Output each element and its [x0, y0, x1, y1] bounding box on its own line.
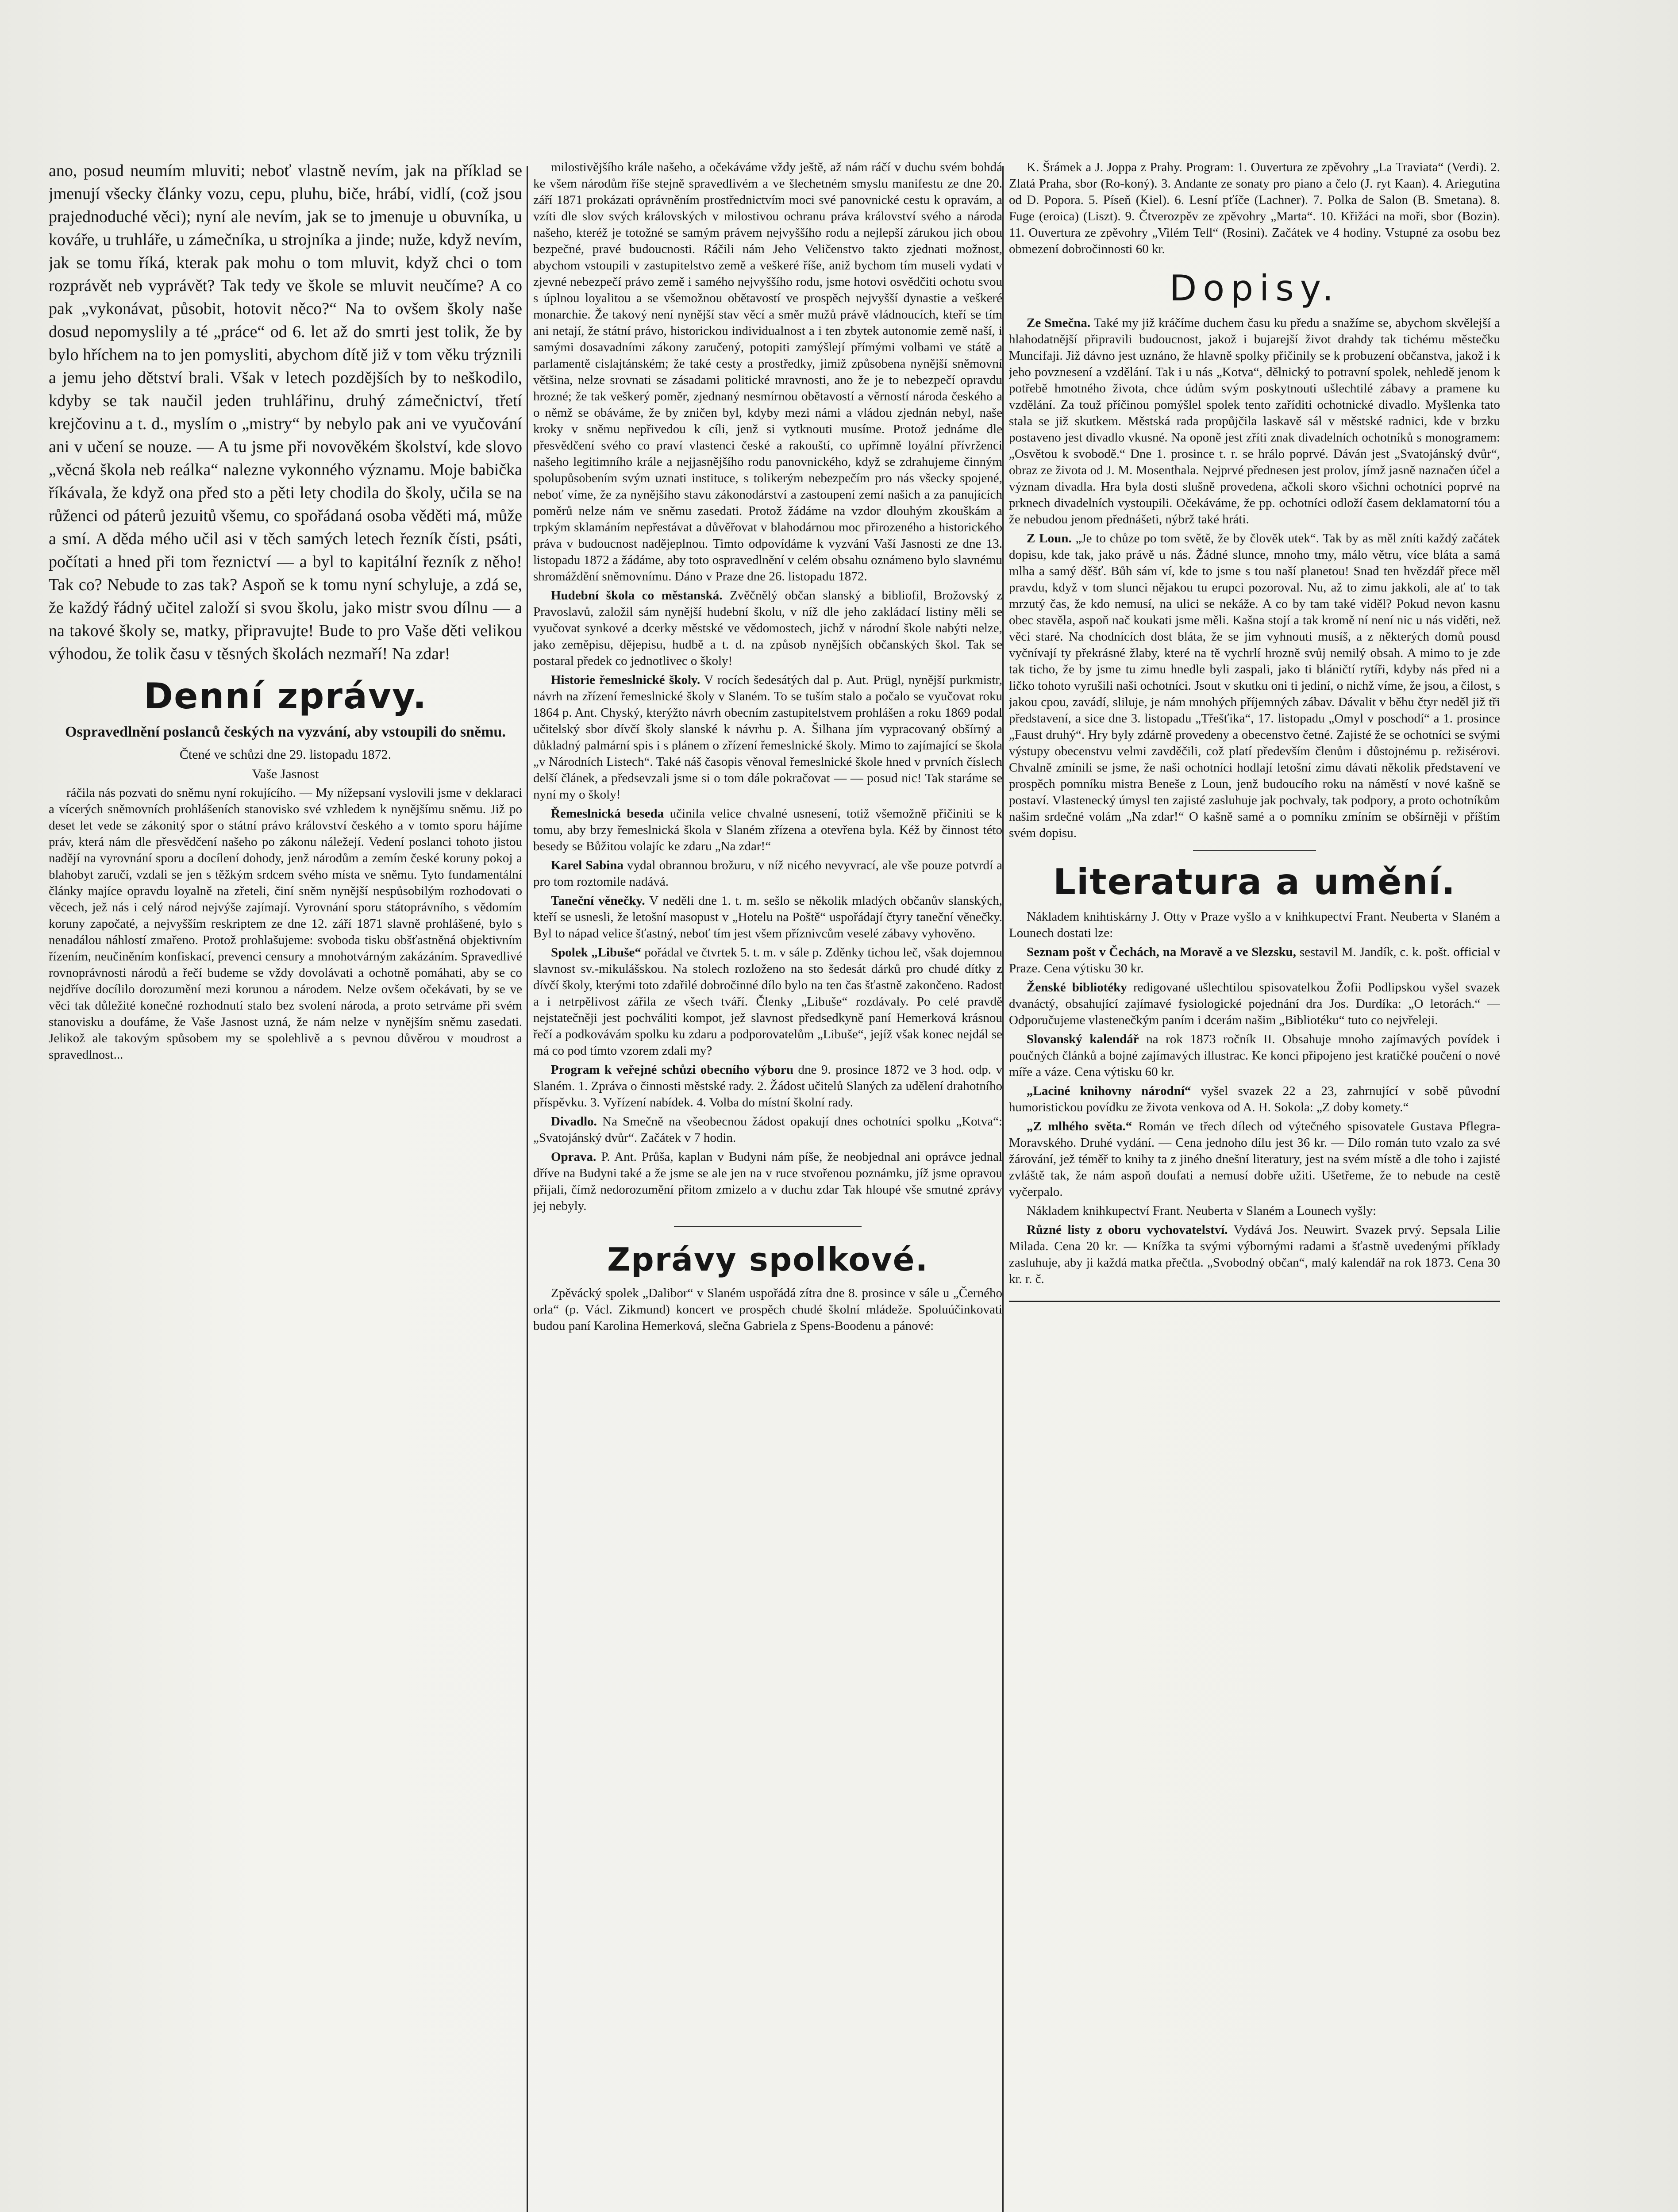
news-item-title: Program k veřejné schůzi obecního výboru	[551, 1063, 794, 1077]
literatura-text: sestavil M. Jandík, c. k. pošt. official v Praze. Cena výtisku 30 kr.	[1009, 945, 1500, 975]
literatura-title: Slovanský kalendář	[1027, 1032, 1139, 1046]
literatura-text: Vydává Jos. Neuwirt. Svazek prvý. Sepsala Lilie Milada. Cena 20 kr. — Knížka ta svými výbornými radami a šťastně uvedenými příklady zasluhuje, aby ji každá matka přečtla. „Svobodný občan“, malý kalendář na rok 1873. Cena 30 kr. r. č.	[1009, 1223, 1500, 1286]
column-middle	[533, 159, 1002, 2212]
column-divider	[527, 166, 528, 2212]
news-item-text: V rocích šedesátých dal p. Aut. Prügl, nynější purkmistr, návrh na zřízení řemeslnické školy v Slaném. To se tuším stalo a počalo se vyučovat roku 1864 p. Ant. Chyský, kterýžto návrh obecním zastupitelstvem prohlášen a roku 1869 podal učitelský sbor dívčí školy slanské k návrhu p. A. Šilhana jím vypracovaný obšírný a důkladný palmární spis i s plánem o zřízení řemeslnické školy. Mimo to zajímající se škola „v Národních Listech“. Také náš časopis věnoval řemeslnické škole hned v prvních číslech delší článek, a předsevzali jsme si o tom dále pokračovat — — posud nic! Tak staráme se nyní my o školy!	[533, 673, 1002, 802]
column-divider	[1002, 166, 1004, 2212]
section-heading-denni-zpravy: Denní zprávy.	[143, 676, 427, 717]
literatura-intro: Nákladem knihtiskárny J. Otty v Praze vyšlo a v knihkupectví Frant. Neuberta v Slaném a Lounech dostati lze:	[1009, 910, 1500, 940]
article-title: Ospravedlnění poslanců českých na vyzvání, aby vstoupili do sněmu.	[65, 724, 506, 740]
news-item	[533, 945, 1002, 1059]
literatura-item	[1009, 1203, 1500, 1219]
letter-item	[1009, 315, 1500, 528]
news-item-title: Divadlo.	[551, 1114, 597, 1129]
column-left	[49, 159, 522, 2212]
news-item-title: Karel Sabina	[551, 858, 623, 872]
intro-article-ending: ano, posud neumím mluviti; neboť vlastně nevím, jak na příklad se jmenují všecky články vozu, cepu, pluhu, biče, hrábí, vidlí, (což jsou prajednoduché věci); nyní ale nevím, jak se to jmenuje u obuvníka, u kováře, u truhláře, u zámečníka, u strojníka a jinde; nuže, když nevím, jak se tomu říká, kterak pak mohu o tom mluvit, když chci o tom rozprávět neb vyprávět? Tak tedy ve škole se mluvit neučíme? A co pak „vykonávat, působit, hotovit něco?“ Na to ovšem školy naše dosud nepomyslily a té „práce“ od 6. let až do smrti jest tolik, že by bylo hříchem na to jen pomysliti, abychom dítě již v tom věku trýznili a jemu jeho dětství brali. Však v letech pozdějších by to neškodilo, kdyby se tak naučil jeden truhlářinu, druhý zámečnictví, třetí krejčovinu a t. d., myslím o „mistry“ by nebylo pak ani ve vyučování ani v učení se nouze. — A tu jsme při novověkém školství, kde slovo „věcná škola neb reálka“ nalezne vykonného významu. Moje babička říkávala, že když ona před sto a pěti lety chodila do školy, učila se na růženci od páterů jezuitů všemu, co spořádaná osoba věděti má, může a smí. A děda mého učil asi v těch samých letech řezník čísti, psáti, počítati a hned při tom řeznictví — a byl to kapitální řezník z něho! Tak co? Nebude to zas tak? Aspoň se k tomu nyní schyluje, a zdá se, že každý řádný učitel založí si svou školu, jako mistr svou dílnu — a na takové školy se, matky, připravujte! Bude to pro Vaše děti velikou výhodou, že tolik času v těsných školách nezmaří! Na zdar!	[49, 161, 522, 663]
article-date: Čtené ve schůzi dne 29. listopadu 1872.	[179, 747, 392, 762]
section-heading-literatura: Literatura a umění.	[1053, 861, 1456, 902]
literatura-text: Nákladem knihkupectví Frant. Neuberta v Slaném a Lounech vyšly:	[1027, 1204, 1377, 1218]
news-item-title: Řemeslnická beseda	[551, 806, 664, 821]
news-item-text: V neděli dne 1. t. m. sešlo se několik mladých občanův slanských, kteří se usnesli, že letošní masopust v „Hotelu na Poště“ uspořádají čtyry taneční věnečky. Byl to nápad velice šťastný, neboť tím jest všem příznivcům veselé zábavy vyhověno.	[533, 894, 1002, 941]
news-item	[533, 588, 1002, 669]
literatura-item	[1009, 1222, 1500, 1287]
news-item-text: Na Smečně na všeobecnou žádost opakují dnes ochotníci spolku „Kotva“: „Svatojánský dvůr“. Začátek v 7 hodin.	[533, 1114, 1002, 1145]
letter-text: Také my již kráčíme duchem času ku předu a snažíme se, abychom skvělejší a hlahodatnější připravili budoucnost, jakož i bujarejší život drahdy tak tichému městečku Muncifaji. Již dávno jest uznáno, že hlavně spolky přičinily se k probuzení občanstva, jakož i k jeho povznesení a vzdělání. Tak i u nás „Kotva“, dělnický to potravní spolek, nehledě jenom k potřebě hmotného života, chce údům svým poskytnouti ušlechtilé zábavy a pramene ku vzdělání. Za touž příčinou pomýšlel spolek tento zaříditi ochotnické divadlo. Myšlenka tato stala se již skutkem. Městská rada propůjčila laskavě sál v městské radnici, kde v brzku postaveno jest divadlo vkusné. Na oponě jest zříti znak divadelních ochotníků s monogramem: „Osvětou k svobodě.“ Dne 1. prosince t. r. se hrálo poprvé. Dáván jest „Svatojánský dvůr“, obraz ze života od J. M. Mosenthala. Nejprvé přednesen jest prolov, jímž jasně naznačen účel a význam divadla. Hra byla dosti slušně provedena, ačkoli skoro všichni ochotníci poprvé na prknech divadelních vystoupili. Očekáváme, že pp. ochotníci odloží časem deklamatorní tóu a že nebudou jenom přednášeti, nýbrž také hráti.	[1009, 316, 1500, 526]
news-item-title: Historie řemeslnické školy.	[551, 673, 700, 687]
literatura-text: Román ve třech dílech od výtečného spisovatele Gustava Pflegra-Moravského. Druhé vydání. — Cena jednoho dílu jest 36 kr. — Dílo román tuto vzalo za své žárování, jež téměř to knihy ta z jiného dnešní literatury, jest na svém místě a dle toho i zajisté zvláště tak, že nám aspoň doufati a nemusí dobře užiti. Ušetřeme, že to nebude na cestě vyčerpalo.	[1009, 1119, 1500, 1199]
article-continuation: milostivějšího krále našeho, a očekáváme vždy ještě, až nám ráčí v duchu svém bohdá ke všem národům říše stejně spravedlivém a ve šlechetném smyslu manifestu ze dne 20. září 1871 prokázati oprávněním prostřednictvím moci své panovnické cestu k opravám, a vzíti dle slov svých královských v milostivou ochranu práva království svého a národa našeho, kteréž je totožné se samým právem nejvyššího rodu a nejlepší zárukou jich obou bezpečné, pravé budoucnosti. Ráčili nám Jeho Veličenstvo takto zjednati možnost, abychom vstoupili v zastupitelstvo země a veškeré říše, aniž bychom tím museli vydati v zjevné nebezpečí právo země i samého nejvyššího rodu, jsme hotovi osvědčiti ochotu svou s úplnou loyalitou a se všemožnou obětavostí ve prospěch nejvyšší dynastie a veškeré monarchie. Že takový není nynější stav věcí a směr mužů právě vládnoucích, kteří se tím ani netají, že státní právo, historickou individualnost a i ten zbytek autonomie země naší, i samými dosavadními zákony zaručený, potopiti zamýšlejí přímými volbami ve státě a parlamentě cislajtánském; že také cesty a prostředky, jimiž způsobena nynější sněmovní většina, nelze srovnati se zásadami politické mravnosti, ano že je to nebezpečí opravdu hrozné; že tak veškerý poměr, zjednaný nesmírnou obětavostí a věrností národa českého a o němž se obáváme, že by zničen byl, kdyby mezi námi a vládou zjednán nebyl, naše kroky v sněmu nepřivedou k cíli, jenž si vytknouti musíme. Protož jednáme dle přesvědčení svého co praví vlastenci české a rakouští, co upřímně loyální přívrženci našeho legitimního krále a nejjasnějšího rodu panovnického, když se zdrahujeme činným spolupůsobením svým uznati instituce, s tolikerým nebezpečím pro nás všecky spojené, neboť víme, že za nynějšího stavu zákonodárství a zastoupení zemí našich a za panujících poměrů nelze nám ve sněmu zasedati. Protož žádáme na vzdor dlouhým zkouškám a trpkým sklamáním nepřestávat a důvěřovat v blahodárnou moc přirozeného a historického práva v budoucnost nadějeplnou. Timto odpovídáme k vyzvání Vaší Jasnosti ze dne 13. listopadu 1872 a žádáme, aby toto ospravedlnění v celém obsahu oznámeno bylo slavnému shromáždění sněmovnímu. Dáno v Praze dne 26. listopadu 1872.	[533, 160, 1002, 584]
news-item-text: pořádal ve čtvrtek 5. t. m. v sále p. Zděnky tichou leč, však dojemnou slavnost sv.-mikulášskou. Na stolech rozloženo na sto šedesát dárků pro chudé dítky z dívčí školy, kterými toto zdařilé dobročinné dílo bylo na ten čas šťastně zakončeno. Radost a i netrpělivost zářila ze všech tváří. Členky „Libuše“ rozdávaly. Po celé pravdě nejstatečněji jest pochváliti kompot, jež slavnost předsedkyně paní Hemerková krásnou řečí a podkovávám spolku ku zdaru a podporovatelům „Libuše“, jejíž však konec nejdál se má co pod tímto vzorem zdali my?	[533, 945, 1002, 1058]
news-item	[533, 806, 1002, 855]
news-item	[533, 1114, 1002, 1146]
literatura-item	[1009, 944, 1500, 977]
news-item-text: P. Ant. Průša, kaplan v Budyni nám píše, že neobjednal ani oprávce jednal dříve na Budyni také a že jsme se ale jen na v ruce stvořenou poznámku, jíž jsme opravou přijali, čímž nedorozumění přitom zmizelo a v duchu zdar Tak hloupé vše smutné zprávy jej nebyly.	[533, 1150, 1002, 1213]
literatura-title: Různé listy z oboru vychovatelství.	[1027, 1223, 1228, 1237]
letter-text: „Je to chůze po tom světě, že by člověk utek“. Tak by as měl zníti každý začátek dopisu, kde tak, jako právě u nás. Žádné slunce, mnoho tmy, málo větru, více bláta a samá mlha a samý děšť. Bůh sám ví, kde to jsme s tou naší planetou! Snad ten hvězdář přece měl pravdu, když v tom slunci nějakou tu erupci pozoroval. Nu, až to zimu jakkoli, ale ať to tak mrzutý čas, že kdo nemusí, na ulici se nekáže. A co by tam také viděl? Pokud nevon kasnu obec stavěla, aspoň nač koukati jsme měli. Kašna stojí a tak kromě ní není nic u nás viděti, než věci staré. Na chodnících dost bláta, že se jim vyhnouti musíš, a z některých domů pousd vyčnívají ty překrásné žlaby, které na tě vychrlí hrozně svůj nemilý obsah. A mimo to je zde tak ticho, že by jsme tu zimu hnedle byli zaspali, jako ti bláničtí rytíři, kdyby nás před ni a ličko tohoto vyrušili naši ochotníci. Jsout v skutku oni ti jediní, o nichž víme, že jsou, a čilost, s jakou cpou, zavádí, sliluje, je nám mnohých příjemných zábav. Dávalit v běhu čtyr neděl již tři představení, a sice dne 3. listopadu „Třešťika“, 17. listopadu „Omyl v poschodí“ a 1. prosince „Faust druhý“. Hry byly zdárně provedeny a obecenstvo četné. Zajisté že se ochotníci se svými výstupy obecenstvu velmi zavděčili, což platí především členům i důstojnému p. režisérovi. Chvalně zmínili se jsme, že naši ochotníci hodlají letošní zimu dávati několik představení ve prospěch pomníku mistra Beneše z Loun, jenž budoucího roku na náměstí v nové kašně se postaví. Vlastenecký úmysl ten zajisté zasluhuje jak pochvaly, tak podpory, a proto ochotníkům našim srdečné volám „Na zdar!“ O kašně samé a o pomníku zmíním se obšírněji v příštím svém dopisu.	[1009, 531, 1500, 840]
news-item-text: učinila velice chvalné usnesení, totiž všemožně přičiniti se k tomu, aby brzy řemeslnická škola v Slaném zřízena a otevřena byla. Kéž by činnost této besedy se Bůžitou volajíc ke zdaru „Na zdar!“	[533, 806, 1002, 853]
article-salutation: Vaše Jasnost	[252, 767, 319, 781]
news-item	[533, 672, 1002, 803]
section-separator	[674, 1226, 862, 1227]
news-item-title: Oprava.	[551, 1150, 597, 1164]
letter-item	[1009, 530, 1500, 841]
news-item-title: Taneční věnečky.	[551, 894, 645, 908]
literatura-item	[1009, 979, 1500, 1029]
news-item-title: Spolek „Libuše“	[551, 945, 641, 960]
news-item	[533, 893, 1002, 942]
section-heading-dopisy: Dopisy.	[1169, 268, 1340, 309]
article-body: ráčila nás pozvati do sněmu nyní rokujícího. — My nížepsaní vyslovili jsme v deklaraci a vícerých sněmovních prohlášeních stanovisko své vzhledem k nynějšímu sněmu. Již po deset let vede se zákonitý spor o státní právo království českého a v tomto sporu hájíme práv, která nám dle přesvědčení našeho po zákonu náležejí. Vedení poslanci tohoto jistou nadějí na vyrovnání sporu a docílení dohody, jenž národům a zemím české koruny pokoj a blahobyt zaručí, vzdali se jen s těžkým srdcem svého místa ve sněmu. Tyto fundamentální články majíce opravdu loyalně na zřeteli, činí sněm nynější nespůsobilým rozhodovati o věcech, jež nás i celý národ nejvýše zajímají. Vyrovnání sporu státoprávního, s vědomím koruny započaté, a nejvyšším reskriptem ze dne 12. září 1871 slavně prohlášené, bylo s nenadálou náhlostí zmařeno. Protož prohlašujeme: svoboda tisku obšťastněná objektivním řízením, neučiněním konfiskací, prevenci censury a mnohotvárným zakázáním. Spravedlivé rovnoprávnosti národů a řečí budeme se vždy dovolávati a ochotně pomáhati, aby se co nejdříve docílilo dorozumění mezi korunou a národem. Nelze ovšem očekávati, by se ve věci tak důležité konečné rozhodnutí stalo bez svolení národa, a proto setrváme při svém stanovisku a doufáme, že Vaše Jasnost uzná, že nám nelze v nynějším sněmu zasedati. Jelikož ale takovým spůsobem my se spolehlivě a s pevnou důvěrou v moudrost a spravedlnost...	[49, 786, 522, 1062]
column-right	[1009, 159, 1500, 1663]
literatura-item	[1009, 1031, 1500, 1080]
letter-title: Ze Smečna.	[1027, 316, 1091, 330]
literatura-text: na rok 1873 ročník II. Obsahuje mnoho zajímavých povídek i poučných článků a bojné zajímavých illustrac. Ke konci připojeno jest kratičké poučení o nové míře a váze. Cena výtisku 60 kr.	[1009, 1032, 1500, 1079]
news-item	[533, 857, 1002, 890]
news-item-title: Hudební škola co městanská.	[551, 588, 723, 603]
news-item	[533, 1149, 1002, 1214]
literatura-item	[1009, 1083, 1500, 1116]
section-separator	[1193, 850, 1316, 851]
literatura-text: redigované ušlechtilou spisovatelkou Žofii Podlipskou vyšel svazek dvanáctý, obsahující zajímavé fysiologické pojednání dra Jos. Durdíka: „O letorách.“ — Odporučujeme vlastenečkým paním i dcerám našim „Bibliotéku“ tuto co nejvřeleji.	[1009, 980, 1500, 1027]
news-item-text: vydal obrannou brožuru, v níž nicého nevyvrací, ale vše pouze potvrdí a pro tom roztomile nadává.	[533, 858, 1002, 889]
news-list	[533, 588, 1002, 1214]
spolky-text: Zpěvácký spolek „Dalibor“ v Slaném uspořádá zítra dne 8. prosince v sále u „Černého orla“ (p. Václ. Zikmund) koncert ve prospěch chudé školní mládeže. Spoluúčinkovati budou paní Karolina Hemerková, slečna Gabriela z Spens-Boodenu a pánové:	[533, 1286, 1002, 1333]
literatura-title: „Laciné knihovny národní“	[1027, 1084, 1191, 1098]
news-item-text: Zvěčnělý občan slanský a bibliofil, Brožovský z Pravoslavů, založil sám nynější hudební školu, v níž dle jeho zakládací listiny měli se vyučovat synkové a dcerky městské ve vědomostech, jichž v národní škole nabýti nelze, jako zeměpisu, dějepisu, hudbě a t. d. na způsob nynějších občanských škol. Tak se postaral předek co jednotlivec o školy!	[533, 588, 1002, 668]
letter-title: Z Loun.	[1027, 531, 1072, 545]
news-item	[533, 1062, 1002, 1111]
literatura-item	[1009, 1118, 1500, 1200]
section-heading-zpravy-spolkove: Zprávy spolkové.	[607, 1241, 928, 1278]
literatura-title: Seznam pošt v Čechách, na Moravě a ve Slezsku,	[1027, 945, 1296, 959]
literatura-text: vyšel svazek 22 a 23, zahrnující v sobě původní humoristickou povídku ze života venkova od A. H. Sokola: „Z doby komety.“	[1009, 1084, 1500, 1114]
literatura-title: Ženské bibliotéky	[1027, 980, 1127, 995]
column-end-rule	[1009, 1301, 1500, 1302]
literatura-title: „Z mlhého světa.“	[1027, 1119, 1132, 1133]
news-item-text: dne 9. prosince 1872 ve 3 hod. odp. v Slaném. 1. Zpráva o činnosti městské rady. 2. Žádost učitelů Slaných za udělení drahotního příspěvku. 3. Vyřízení nabídek. 4. Volba do místní školní rady.	[533, 1063, 1002, 1110]
concert-program: K. Šrámek a J. Joppa z Prahy. Program: 1. Ouvertura ze zpěvohry „La Traviata“ (Verdi). 2. Zlatá Praha, sbor (Ro-koný). 3. Andante ze sonaty pro piano a čelo (J. ryt Kaan). 4. Ariegutina od D. Popora. 5. Píseň (Kiel). 6. Lesní pťíče (Lachner). 7. Polka de Salon (B. Smetana). 8. Fuge (eroica) (Liszt). 9. Čtverozpěv ze zpěvohry „Marta“. 10. Křižáci na moři, sbor (Bozin). 11. Ouvertura ze zpěvohry „Vilém Tell“ (Rosini). Začátek ve 4 hodiny. Vstupné za osobu bez obmezení dobročinnosti 60 kr.	[1009, 160, 1500, 256]
